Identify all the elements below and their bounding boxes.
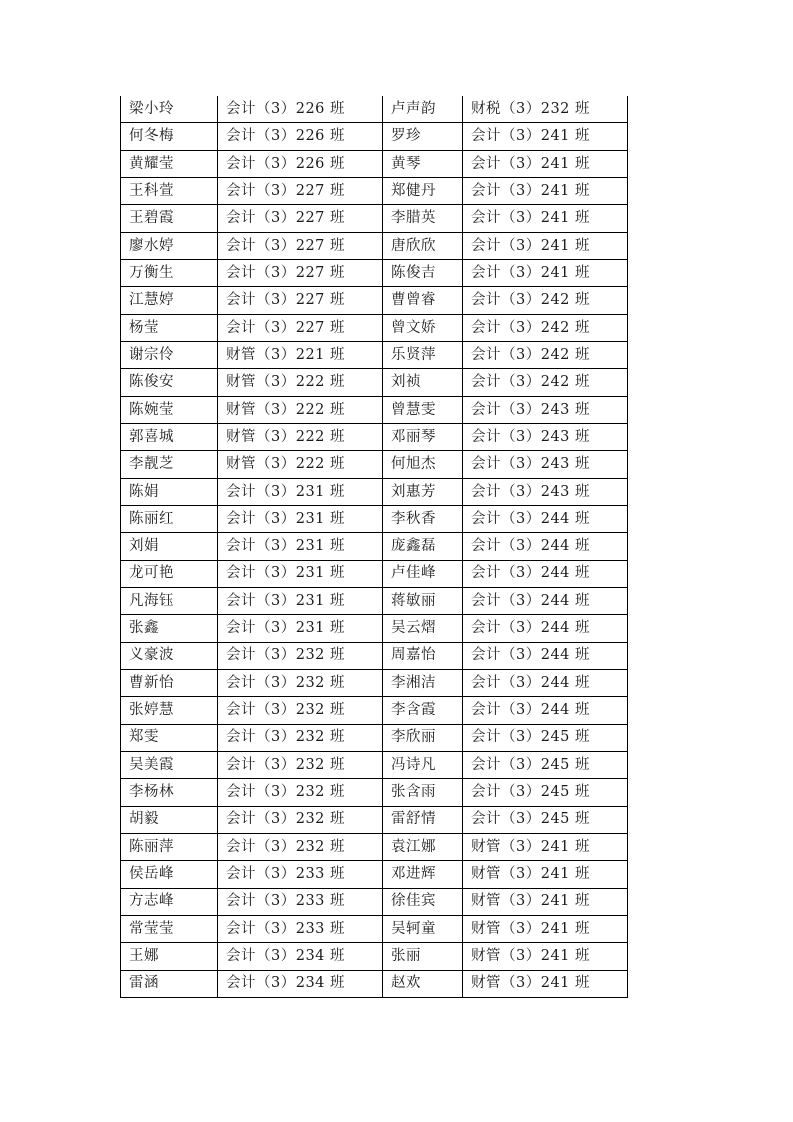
table-row (121, 751, 628, 778)
class-cell: 会计（3）245 班 (463, 751, 628, 778)
student-name-cell: 郭喜城 (121, 423, 218, 450)
student-name-cell: 张鑫 (121, 615, 218, 642)
class-cell: 会计（3）227 班 (218, 177, 383, 204)
student-name-cell: 李靓芝 (121, 451, 218, 478)
class-cell: 会计（3）232 班 (218, 751, 383, 778)
student-name-cell: 黄耀莹 (121, 150, 218, 177)
student-name-cell: 王科萱 (121, 177, 218, 204)
student-name-cell: 江慧婷 (121, 287, 218, 314)
table-row (121, 779, 628, 806)
class-cell: 会计（3）243 班 (463, 396, 628, 423)
class-cell: 财管（3）222 班 (218, 451, 383, 478)
student-name-cell: 陈娟 (121, 478, 218, 505)
student-name-cell: 李欣丽 (383, 724, 463, 751)
class-cell: 会计（3）231 班 (218, 505, 383, 532)
student-name-cell: 曾慧雯 (383, 396, 463, 423)
class-cell: 会计（3）245 班 (463, 724, 628, 751)
student-name-cell: 李秋香 (383, 505, 463, 532)
class-cell: 会计（3）232 班 (218, 642, 383, 669)
class-cell: 会计（3）243 班 (463, 478, 628, 505)
student-name-cell: 邓丽琴 (383, 423, 463, 450)
table-row (121, 943, 628, 970)
student-name-cell: 曹新怡 (121, 669, 218, 696)
class-cell: 会计（3）244 班 (463, 560, 628, 587)
class-cell: 会计（3）232 班 (218, 669, 383, 696)
table-row (121, 915, 628, 942)
student-name-cell: 张含雨 (383, 779, 463, 806)
class-cell: 会计（3）231 班 (218, 615, 383, 642)
class-cell: 会计（3）241 班 (463, 150, 628, 177)
student-name-cell: 陈俊安 (121, 369, 218, 396)
class-cell: 会计（3）242 班 (463, 314, 628, 341)
table-row (121, 806, 628, 833)
roster-body (121, 96, 628, 997)
table-row (121, 478, 628, 505)
table-row (121, 861, 628, 888)
student-name-cell: 胡毅 (121, 806, 218, 833)
student-name-cell: 曾文娇 (383, 314, 463, 341)
student-name-cell: 郑雯 (121, 724, 218, 751)
student-name-cell: 周嘉怡 (383, 642, 463, 669)
table-row (121, 888, 628, 915)
class-cell: 会计（3）241 班 (463, 123, 628, 150)
student-name-cell: 张婷慧 (121, 697, 218, 724)
student-name-cell: 龙可艳 (121, 560, 218, 587)
table-row (121, 615, 628, 642)
table-row (121, 724, 628, 751)
table-row (121, 669, 628, 696)
table-row (121, 396, 628, 423)
student-name-cell: 曹曾睿 (383, 287, 463, 314)
student-name-cell: 刘祯 (383, 369, 463, 396)
table-row (121, 970, 628, 997)
class-cell: 会计（3）244 班 (463, 642, 628, 669)
class-cell: 财管（3）241 班 (463, 915, 628, 942)
student-name-cell: 赵欢 (383, 970, 463, 997)
class-cell: 会计（3）233 班 (218, 915, 383, 942)
table-row (121, 314, 628, 341)
class-cell: 会计（3）242 班 (463, 287, 628, 314)
class-cell: 会计（3）227 班 (218, 232, 383, 259)
class-cell: 会计（3）231 班 (218, 587, 383, 614)
class-cell: 会计（3）226 班 (218, 96, 383, 123)
table-row (121, 177, 628, 204)
class-cell: 会计（3）244 班 (463, 697, 628, 724)
student-name-cell: 罗珍 (383, 123, 463, 150)
class-cell: 会计（3）241 班 (463, 232, 628, 259)
table-row (121, 150, 628, 177)
class-cell: 财管（3）222 班 (218, 369, 383, 396)
class-cell: 会计（3）232 班 (218, 724, 383, 751)
class-cell: 会计（3）244 班 (463, 505, 628, 532)
student-name-cell: 万衡生 (121, 259, 218, 286)
class-cell: 会计（3）241 班 (463, 205, 628, 232)
table-row (121, 642, 628, 669)
student-name-cell: 李含霞 (383, 697, 463, 724)
class-cell: 会计（3）244 班 (463, 615, 628, 642)
table-row (121, 533, 628, 560)
class-cell: 会计（3）244 班 (463, 533, 628, 560)
class-cell: 会计（3）243 班 (463, 451, 628, 478)
student-name-cell: 刘惠芳 (383, 478, 463, 505)
student-name-cell: 吴云熠 (383, 615, 463, 642)
student-name-cell: 刘娟 (121, 533, 218, 560)
class-cell: 会计（3）227 班 (218, 259, 383, 286)
class-cell: 财管（3）241 班 (463, 833, 628, 860)
table-row (121, 833, 628, 860)
class-cell: 会计（3）231 班 (218, 533, 383, 560)
student-name-cell: 何冬梅 (121, 123, 218, 150)
student-name-cell: 雷涵 (121, 970, 218, 997)
class-cell: 会计（3）241 班 (463, 177, 628, 204)
class-cell: 会计（3）244 班 (463, 587, 628, 614)
class-cell: 财管（3）221 班 (218, 341, 383, 368)
student-name-cell: 乐贤萍 (383, 341, 463, 368)
class-cell: 会计（3）226 班 (218, 150, 383, 177)
student-name-cell: 凡海钰 (121, 587, 218, 614)
class-cell: 会计（3）243 班 (463, 423, 628, 450)
class-cell: 会计（3）245 班 (463, 806, 628, 833)
student-name-cell: 冯诗凡 (383, 751, 463, 778)
student-name-cell: 何旭杰 (383, 451, 463, 478)
class-cell: 财税（3）232 班 (463, 96, 628, 123)
table-row (121, 259, 628, 286)
student-name-cell: 王碧霞 (121, 205, 218, 232)
student-name-cell: 陈婉莹 (121, 396, 218, 423)
table-row (121, 123, 628, 150)
student-name-cell: 邓进辉 (383, 861, 463, 888)
class-cell: 会计（3）231 班 (218, 478, 383, 505)
table-row (121, 587, 628, 614)
student-name-cell: 唐欣欣 (383, 232, 463, 259)
class-cell: 财管（3）241 班 (463, 943, 628, 970)
class-cell: 会计（3）242 班 (463, 341, 628, 368)
class-cell: 会计（3）234 班 (218, 970, 383, 997)
class-cell: 会计（3）232 班 (218, 806, 383, 833)
table-row (121, 369, 628, 396)
student-name-cell: 常莹莹 (121, 915, 218, 942)
class-cell: 财管（3）222 班 (218, 396, 383, 423)
table-row (121, 205, 628, 232)
student-name-cell: 陈俊吉 (383, 259, 463, 286)
class-cell: 会计（3）231 班 (218, 560, 383, 587)
student-name-cell: 吴美霞 (121, 751, 218, 778)
table-row (121, 341, 628, 368)
student-roster-table (120, 96, 628, 998)
class-cell: 会计（3）227 班 (218, 314, 383, 341)
class-cell: 财管（3）241 班 (463, 861, 628, 888)
student-name-cell: 王娜 (121, 943, 218, 970)
student-name-cell: 廖水婷 (121, 232, 218, 259)
class-cell: 会计（3）232 班 (218, 833, 383, 860)
class-cell: 会计（3）241 班 (463, 259, 628, 286)
class-cell: 会计（3）226 班 (218, 123, 383, 150)
class-cell: 会计（3）232 班 (218, 697, 383, 724)
table-row (121, 232, 628, 259)
student-name-cell: 李湘洁 (383, 669, 463, 696)
student-name-cell: 庞鑫磊 (383, 533, 463, 560)
class-cell: 会计（3）232 班 (218, 779, 383, 806)
student-name-cell: 义豪波 (121, 642, 218, 669)
class-cell: 会计（3）233 班 (218, 861, 383, 888)
table-row (121, 697, 628, 724)
student-name-cell: 黄琴 (383, 150, 463, 177)
class-cell: 财管（3）222 班 (218, 423, 383, 450)
student-name-cell: 陈丽红 (121, 505, 218, 532)
student-name-cell: 谢宗伶 (121, 341, 218, 368)
class-cell: 财管（3）241 班 (463, 970, 628, 997)
table-row (121, 560, 628, 587)
class-cell: 会计（3）233 班 (218, 888, 383, 915)
table-row (121, 287, 628, 314)
class-cell: 会计（3）242 班 (463, 369, 628, 396)
student-name-cell: 蒋敏丽 (383, 587, 463, 614)
student-name-cell: 陈丽萍 (121, 833, 218, 860)
class-cell: 会计（3）245 班 (463, 779, 628, 806)
table-row (121, 423, 628, 450)
student-name-cell: 张丽 (383, 943, 463, 970)
student-name-cell: 方志峰 (121, 888, 218, 915)
student-name-cell: 吴轲童 (383, 915, 463, 942)
student-name-cell: 梁小玲 (121, 96, 218, 123)
student-name-cell: 雷舒情 (383, 806, 463, 833)
student-name-cell: 郑健丹 (383, 177, 463, 204)
class-cell: 会计（3）234 班 (218, 943, 383, 970)
student-name-cell: 侯岳峰 (121, 861, 218, 888)
student-name-cell: 袁江娜 (383, 833, 463, 860)
table-row (121, 451, 628, 478)
student-name-cell: 徐佳宾 (383, 888, 463, 915)
class-cell: 会计（3）227 班 (218, 205, 383, 232)
student-name-cell: 卢声韵 (383, 96, 463, 123)
class-cell: 财管（3）241 班 (463, 888, 628, 915)
student-name-cell: 杨莹 (121, 314, 218, 341)
student-name-cell: 卢佳峰 (383, 560, 463, 587)
student-name-cell: 李腊英 (383, 205, 463, 232)
class-cell: 会计（3）227 班 (218, 287, 383, 314)
table-row (121, 505, 628, 532)
class-cell: 会计（3）244 班 (463, 669, 628, 696)
student-name-cell: 李杨林 (121, 779, 218, 806)
table-row (121, 96, 628, 123)
